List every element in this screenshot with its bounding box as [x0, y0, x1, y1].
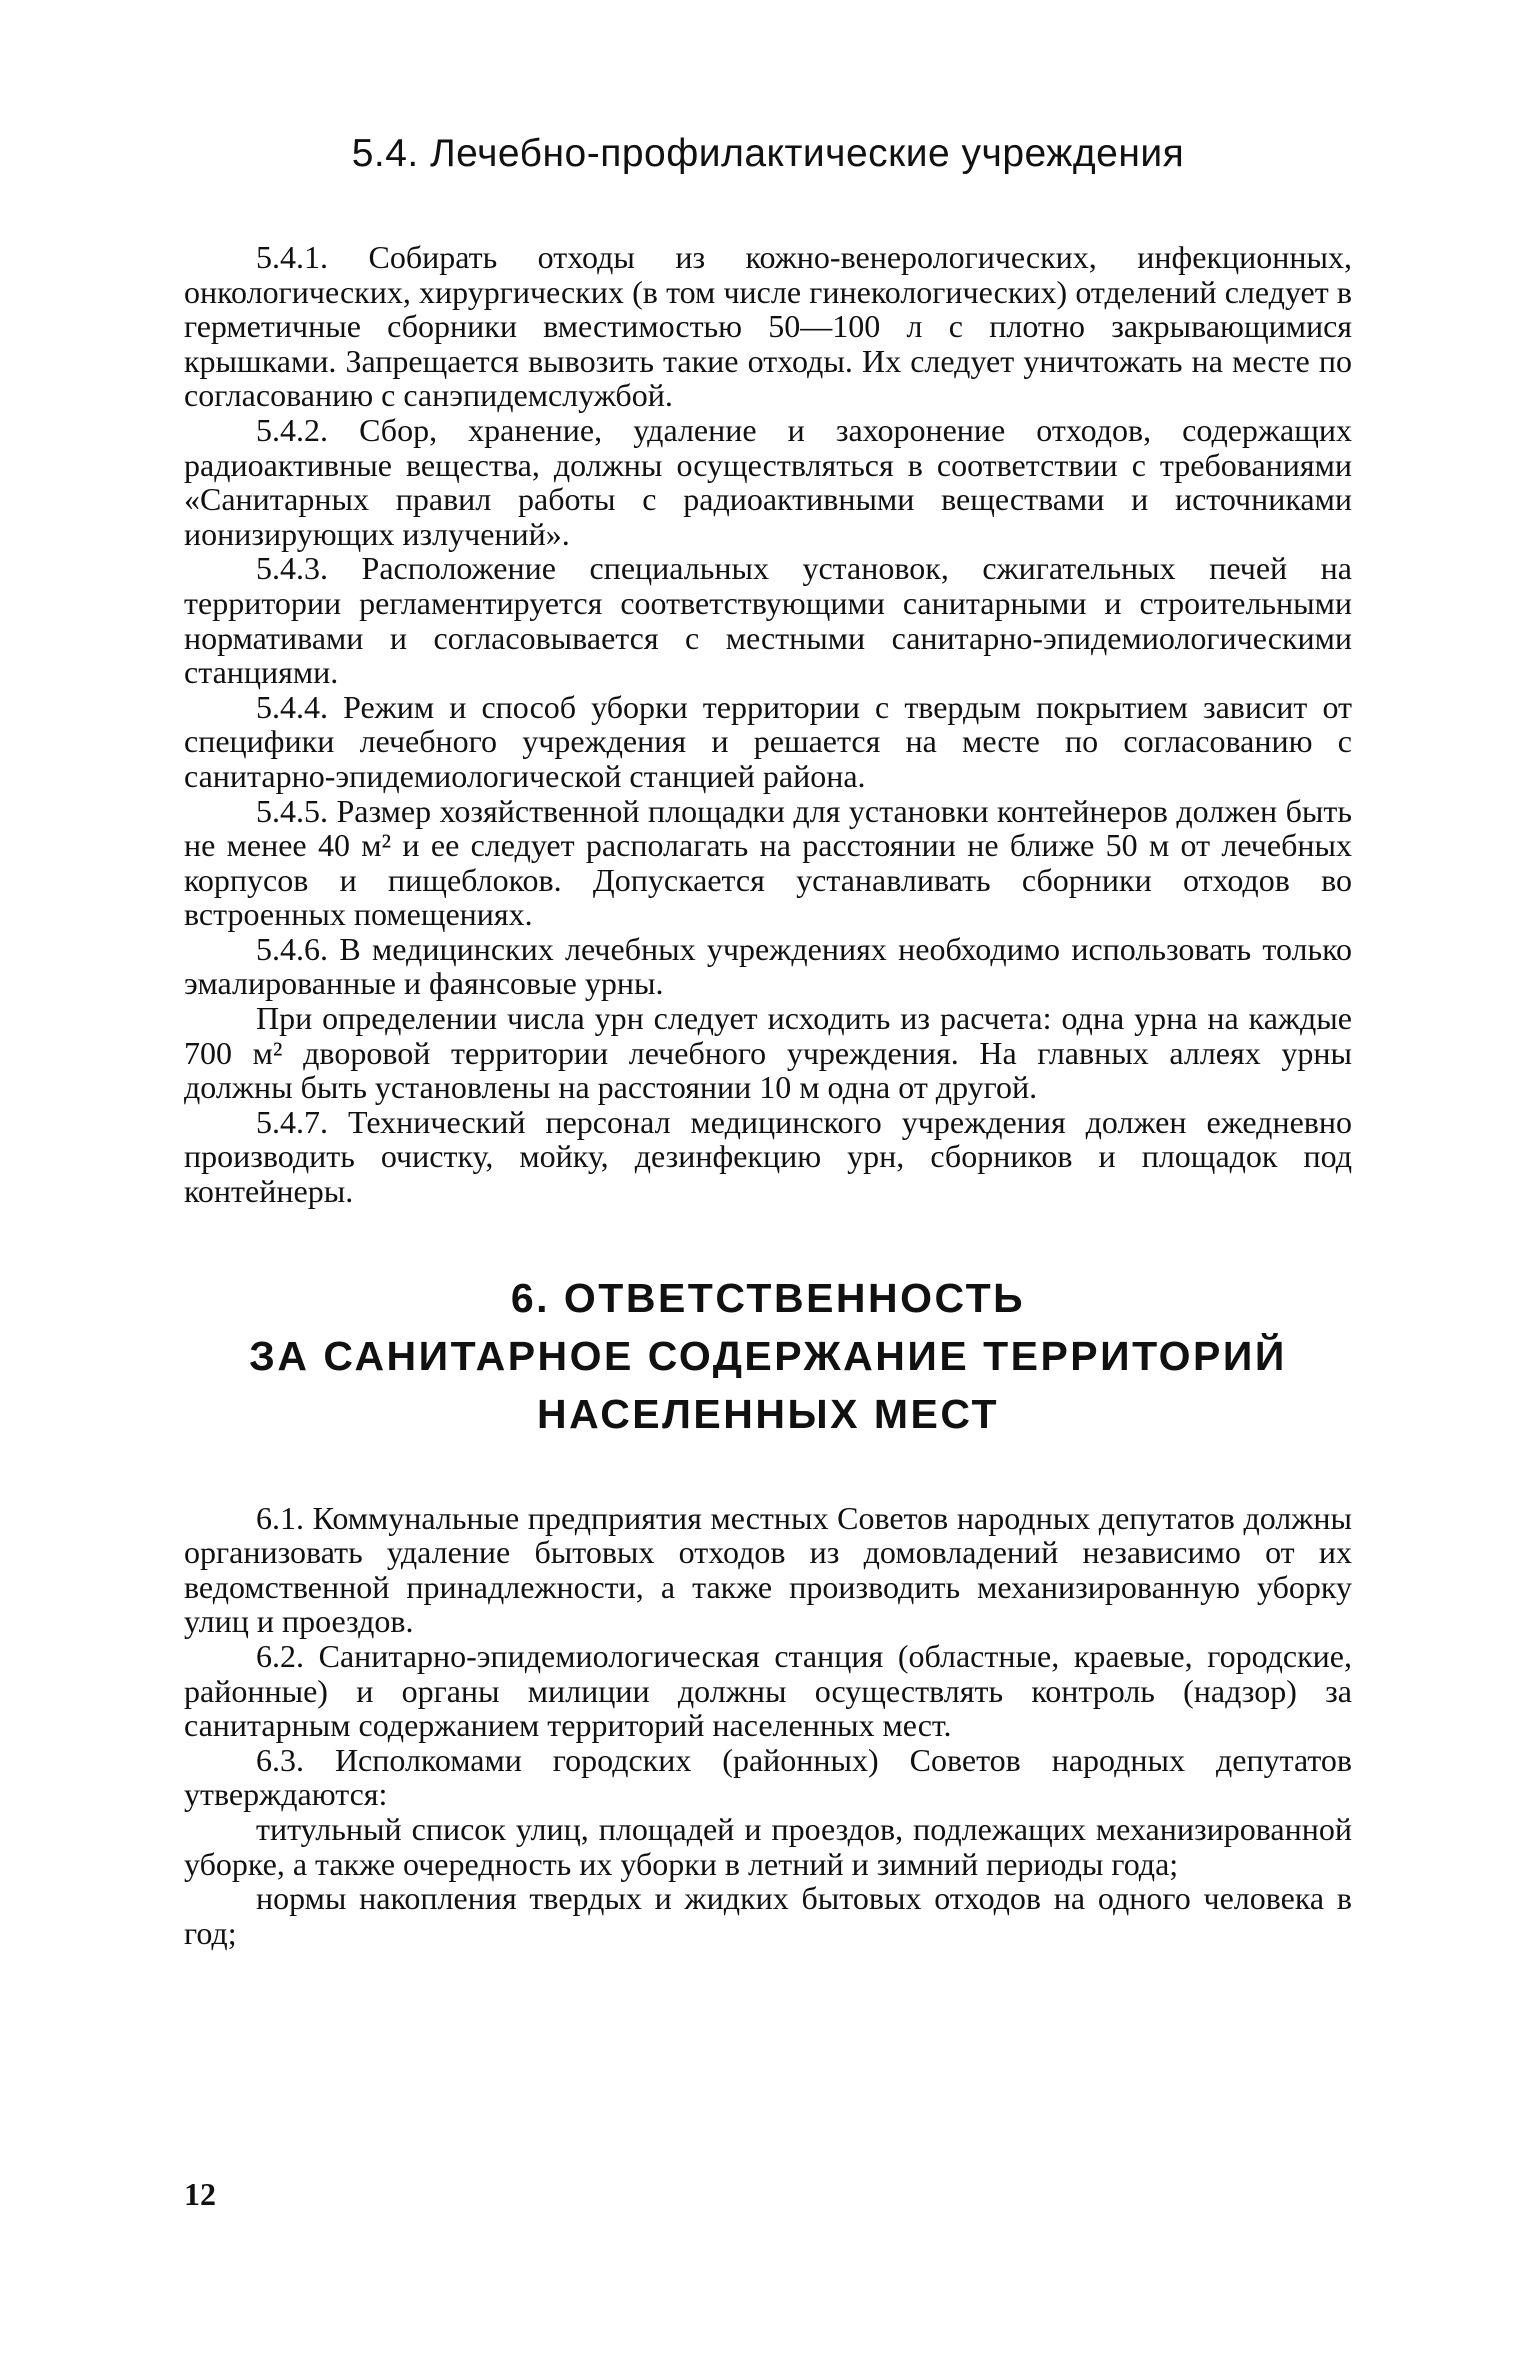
paragraph: нормы накопления твердых и жидких бытовых отходов на одного человека в год;: [184, 1880, 1352, 1951]
chapter-title-line: 6. ОТВЕТСТВЕННОСТЬ: [510, 1274, 1026, 1321]
paragraph: При определении числа урн следует исходить из расчета: одна урна на каждые 700 м² дворовой территории лечебного учреждения. На главных аллеях урны должны быть установлены на расстоянии 10 м одна от другой.: [184, 1000, 1352, 1106]
chapter-title: [184, 1269, 1352, 1443]
paragraph: 5.4.7. Технический персонал медицинского учреждения должен ежедневно производить очистку, мойку, дезинфекцию урн, сборников и площадок под контейнеры.: [184, 1103, 1352, 1210]
paragraph: 6.2. Санитарно-эпидемиологическая станция (областные, краевые, городские, районные) и органы милиции должны осуществлять контроль (надзор) за санитарным содержанием территорий населенных мест.: [184, 1638, 1352, 1744]
page-content: [184, 130, 1352, 1950]
paragraph: 5.4.2. Сбор, хранение, удаление и захоронение отходов, содержащих радиоактивные вещества, должны осуществляться в соответствии с требованиями «Санитарных правил работы с радиоактивными веществами и источниками ионизирующих излучений».: [184, 411, 1352, 552]
paragraph: 6.1. Коммунальные предприятия местных Советов народных депутатов должны организовать удаление бытовых отходов из домовладений независимо от их ведомственной принадлежности, а также производить механизированную уборку улиц и проездов.: [184, 1499, 1352, 1640]
paragraph: титульный список улиц, площадей и проездов, подлежащих механизированной уборке, а также очередность их уборки в летний и зимний периоды года;: [184, 1810, 1352, 1882]
section-title: 5.4. Лечебно-профилактические учреждения: [351, 132, 1185, 175]
paragraph: 5.4.1. Собирать отходы из кожно-венерологических, инфекционных, онкологических, хирургических (в том числе гинекологических) отделений следует в герметичные сборники вместимостью 50—100 л с плотно закрывающимися крышками. Запрещается вывозить такие отходы. Их следует уничтожать на месте по согласованию с санэпидемслужбой.: [184, 239, 1352, 414]
chapter-title-line: ЗА САНИТАРНОЕ СОДЕРЖАНИЕ ТЕРРИТОРИЙ: [249, 1332, 1287, 1379]
page-number: 12: [184, 2176, 216, 2212]
paragraph: 6.3. Исполкомами городских (районных) Советов народных депутатов утверждаются:: [184, 1741, 1352, 1813]
paragraph: 5.4.6. В медицинских лечебных учреждениях необходимо использовать только эмалированные и фаянсовые урны.: [184, 930, 1352, 1002]
paragraph: 5.4.4. Режим и способ уборки территории с твердым покрытием зависит от специфики лечебного учреждения и решается на месте по согласованию с санитарно-эпидемиологической станцией района.: [184, 688, 1352, 794]
paragraph: 5.4.3. Расположение специальных установок, сжигательных печей на территории регламентируется соответствующими санитарными и строительными нормативами и согласовывается с местными санитарно-эпидемиологическими станциями.: [184, 550, 1352, 691]
chapter-title-line: НАСЕЛЕННЫХ МЕСТ: [537, 1390, 999, 1437]
paragraph: 5.4.5. Размер хозяйственной площадки для установки контейнеров должен быть не менее 40 м² и ее следует располагать на расстоянии не ближе 50 м от лечебных корпусов и пищеблоков. Допускается устанавливать сборники отходов во встроенных помещениях.: [184, 792, 1352, 933]
